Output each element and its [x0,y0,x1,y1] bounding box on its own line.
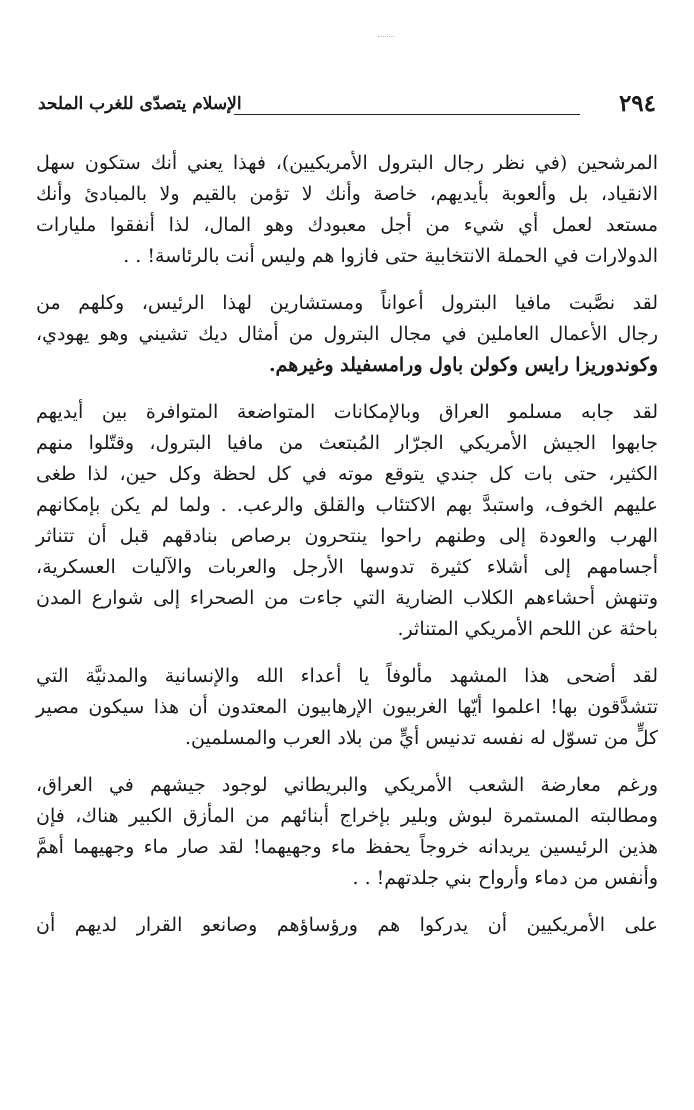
text-line: هذين الرئيسين يريدانه خروجاً يحفظ ماء وجهيهما! لقد صار ماء وجهيهما أهمَّ [36,836,658,858]
text-line: ورغم معارضة الشعب الأمريكي والبريطاني لوجود جيشهم في العراق، [36,774,658,796]
text-line: لقد جابه مسلمو العراق وبالإمكانات المتواضعة المتوافرة بين أيديهم [36,401,658,423]
page-body [36,148,658,957]
text-line: على الأمريكيين أن يدركوا هم ورؤساؤهم وصانعو القرار لديهم أن [36,914,658,936]
text-line: الكثير، حتى بات كل جندي يتوقع موته في كل لحظة وكل حين، لذا طغى [36,463,658,485]
text-line: وأنفس من دماء وأرواح بني جلدتهم! . . [352,867,658,889]
paragraph [36,397,658,645]
text-line: لقد نصَّبت مافيا البترول أعواناً ومستشارين لهذا الرئيس، وكلهم من [36,292,658,314]
paragraph [36,770,658,894]
text-line: جابهوا الجيش الأمريكي الجرّار المُبتعث من مافيا البترول، وقتّلوا منهم [36,432,658,454]
text-line: تتشدَّقون بها! اعلموا أيّها الغربيون الإرهابيون المعتدون أن هذا سيكون مصير [36,696,658,718]
text-line: باحثة عن اللحم الأمريكي المتناثر. [397,618,658,640]
paragraph [36,910,658,941]
text-line: المرشحين (في نظر رجال البترول الأمريكيين)، فهذا يعني أنك ستكون سهل [36,152,658,174]
paragraph [36,148,658,272]
text-line: وتنهش أحشاءهم الكلاب الضارية التي جاءت من الصحراء إلى شوارع المدن [36,587,658,609]
scan-mark [378,36,394,37]
header-rule [234,114,580,115]
text-line: الانقياد، بل وألعوبة بأيديهم، خاصة وأنك لا تؤمن بالقيم ولا بالمبادئ وأنك [36,183,658,205]
text-line: الهرب والعودة إلى وطنهم راحوا ينتحرون برصاص بنادقهم قبل أن تتناثر [36,525,658,547]
paragraph [36,288,658,381]
text-line: مستعد لعمل أي شيء من أجل معبودك وهو المال، لذا أنفقوا مليارات [36,214,658,236]
text-line: ومطالبته المستمرة لبوش وبلير بإخراج أبنائهم من المأزق الكبير هناك، فإن [36,805,658,827]
page-header [38,88,656,124]
text-line: رجال الأعمال العاملين في مجال البترول من أمثال ديك تشيني وهو يهودي، [36,323,658,345]
text-line: الدولارات في الحملة الانتخابية حتى فازوا هم وليس أنت بالرئاسة! . . [123,245,658,267]
text-line: كلٍّ من تسوّل له نفسه تدنيس أيٍّ من بلاد العرب والمسلمين. [184,727,658,749]
text-line: وكوندوريزا رايس وكولن باول ورامسفيلد وغيرهم. [268,354,658,376]
page-number: ٢٩٤ [618,90,656,117]
paragraph [36,661,658,754]
text-line: عليهم الخوف، واستبدَّ بهم الاكتئاب والقلق والرعب. . ولما لم يكن بإمكانهم [36,494,658,516]
running-title: الإسلام يتصدّى للغرب الملحد [38,94,242,114]
text-line: أجسامهم إلى أشلاء كثيرة تدوسها الأرجل والعربات والآليات العسكرية، [36,556,658,578]
text-line: لقد أضحى هذا المشهد مألوفاً يا أعداء الله والإنسانية والمدنيَّة التي [36,665,658,687]
